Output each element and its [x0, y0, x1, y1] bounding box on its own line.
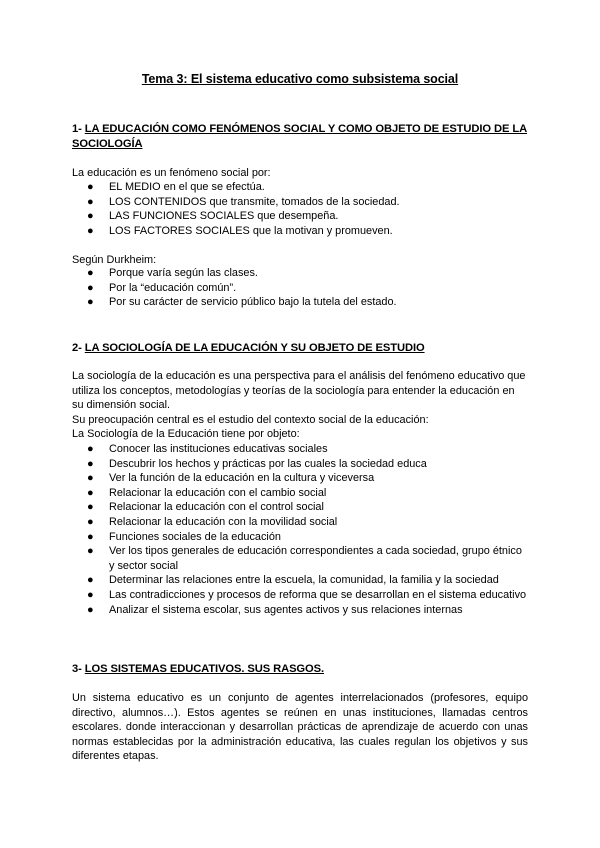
section-2-paragraph-1: La sociología de la educación es una perspectiva para el análisis del fenómeno educativo que utiliza los conceptos, metodologías y teorías de la sociología para entender la educación en su dimensión social.: [72, 370, 526, 412]
list-item: [72, 180, 528, 195]
list-item: [72, 224, 528, 239]
list-item: [72, 266, 528, 281]
list-item: [72, 209, 528, 224]
list-item-text: Por la “educación común”.: [109, 281, 237, 294]
list-item-text: LAS FUNCIONES SOCIALES que desempeña.: [109, 210, 339, 223]
list-item-text: Determinar las relaciones entre la escuela, la comunidad, la familia y la sociedad: [109, 574, 499, 587]
bullet-icon: ●: [87, 515, 94, 528]
list-item-text: Relacionar la educación con la movilidad social: [109, 515, 338, 528]
section-1-title: LA EDUCACIÓN COMO FENÓMENOS SOCIAL Y COMO OBJETO DE ESTUDIO DE LA SOCIOLOGÍA: [72, 123, 528, 150]
list-item: [72, 603, 528, 618]
section-3-paragraph: Un sistema educativo es un conjunto de agentes interrelacionados (profesores, equipo directivo, alumnos…). Estos agentes se reúnen en unas instituciones, llamadas centros escolares. donde interaccionan y desarrollan prácticas de aprendizaje de acuerdo con unas normas establecidas por la administración educativa, las cuales regulan los objetivos y sus diferentes etapas.: [72, 692, 528, 763]
list-item: [72, 530, 528, 545]
list-item-text: Analizar el sistema escolar, sus agentes activos y sus relaciones internas: [109, 603, 463, 616]
bullet-icon: ●: [87, 472, 94, 485]
list-item: [72, 195, 528, 210]
bullet-icon: ●: [87, 296, 94, 309]
list-item: [72, 295, 528, 310]
list-item-text: LOS CONTENIDOS que transmite, tomados de la sociedad.: [109, 195, 400, 208]
bullet-icon: ●: [87, 195, 94, 208]
bullet-icon: ●: [87, 267, 94, 279]
list-item: [72, 281, 528, 296]
section-2-number: 2-: [72, 342, 82, 354]
bullet-icon: ●: [87, 210, 94, 223]
list-item-text: Ver la función de la educación en la cultura y viceversa: [109, 472, 375, 485]
list-item: [72, 457, 528, 472]
bullet-icon: ●: [87, 486, 94, 499]
durkheim-intro: Según Durkheim:: [72, 254, 157, 266]
list-item: [72, 544, 528, 573]
section-2-heading: [72, 341, 532, 356]
list-item-text: Descubrir los hechos y prácticas por las cuales la sociedad educa: [109, 457, 427, 470]
section-1-heading: [72, 122, 532, 151]
list-item: [72, 442, 528, 457]
bullet-icon: ●: [87, 574, 94, 587]
list-item-text: EL MEDIO en el que se efectúa.: [109, 181, 265, 193]
list-item-text: Relacionar la educación con el control social: [109, 501, 324, 514]
section-1-number: 1-: [72, 123, 82, 135]
durkheim-bullet-list: [72, 266, 528, 310]
bullet-icon: ●: [87, 545, 94, 558]
section-1-bullet-list: [72, 180, 528, 238]
section-2-paragraph-3: La Sociología de la Educación tiene por objeto:: [72, 428, 300, 440]
bullet-icon: ●: [87, 281, 94, 294]
section-2-paragraph-2: Su preocupación central es el estudio del contexto social de la educación:: [72, 414, 429, 426]
list-item-text: Ver los tipos generales de educación correspondientes a cada sociedad, grupo étnico y sector social: [109, 545, 522, 572]
section-2-bullet-list: [72, 442, 528, 617]
list-item-text: Conocer las instituciones educativas sociales: [109, 443, 328, 455]
list-item: [72, 486, 528, 501]
bullet-icon: ●: [87, 530, 94, 543]
bullet-icon: ●: [87, 603, 94, 616]
bullet-icon: ●: [87, 443, 94, 455]
list-item-text: Las contradicciones y procesos de reforma que se desarrollan en el sistema educativo: [109, 588, 527, 601]
section-1-intro: La educación es un fenómeno social por:: [72, 167, 271, 179]
list-item: [72, 515, 528, 530]
bullet-icon: ●: [87, 181, 94, 193]
list-item-text: Porque varía según las clases.: [109, 267, 258, 279]
section-2-title: LA SOCIOLOGÍA DE LA EDUCACIÓN Y SU OBJETO DE ESTUDIO: [84, 342, 425, 354]
list-item: [72, 500, 528, 515]
bullet-icon: ●: [87, 588, 94, 601]
list-item-text: Por su carácter de servicio público bajo la tutela del estado.: [109, 296, 397, 309]
bullet-icon: ●: [87, 457, 94, 470]
list-item-text: Funciones sociales de la educación: [109, 530, 281, 543]
list-item-text: Relacionar la educación con el cambio social: [109, 486, 327, 499]
list-item: [72, 588, 528, 603]
bullet-icon: ●: [87, 224, 94, 237]
section-3-number: 3-: [72, 663, 82, 675]
list-item: [72, 471, 528, 486]
document-title: Tema 3: El sistema educativo como subsistema social: [141, 72, 459, 86]
list-item-text: LOS FACTORES SOCIALES que la motivan y promueven.: [109, 224, 393, 237]
section-3-heading: [72, 662, 532, 677]
bullet-icon: ●: [87, 501, 94, 514]
section-3-title: LOS SISTEMAS EDUCATIVOS. SUS RASGOS.: [84, 663, 325, 675]
list-item: [72, 573, 528, 588]
